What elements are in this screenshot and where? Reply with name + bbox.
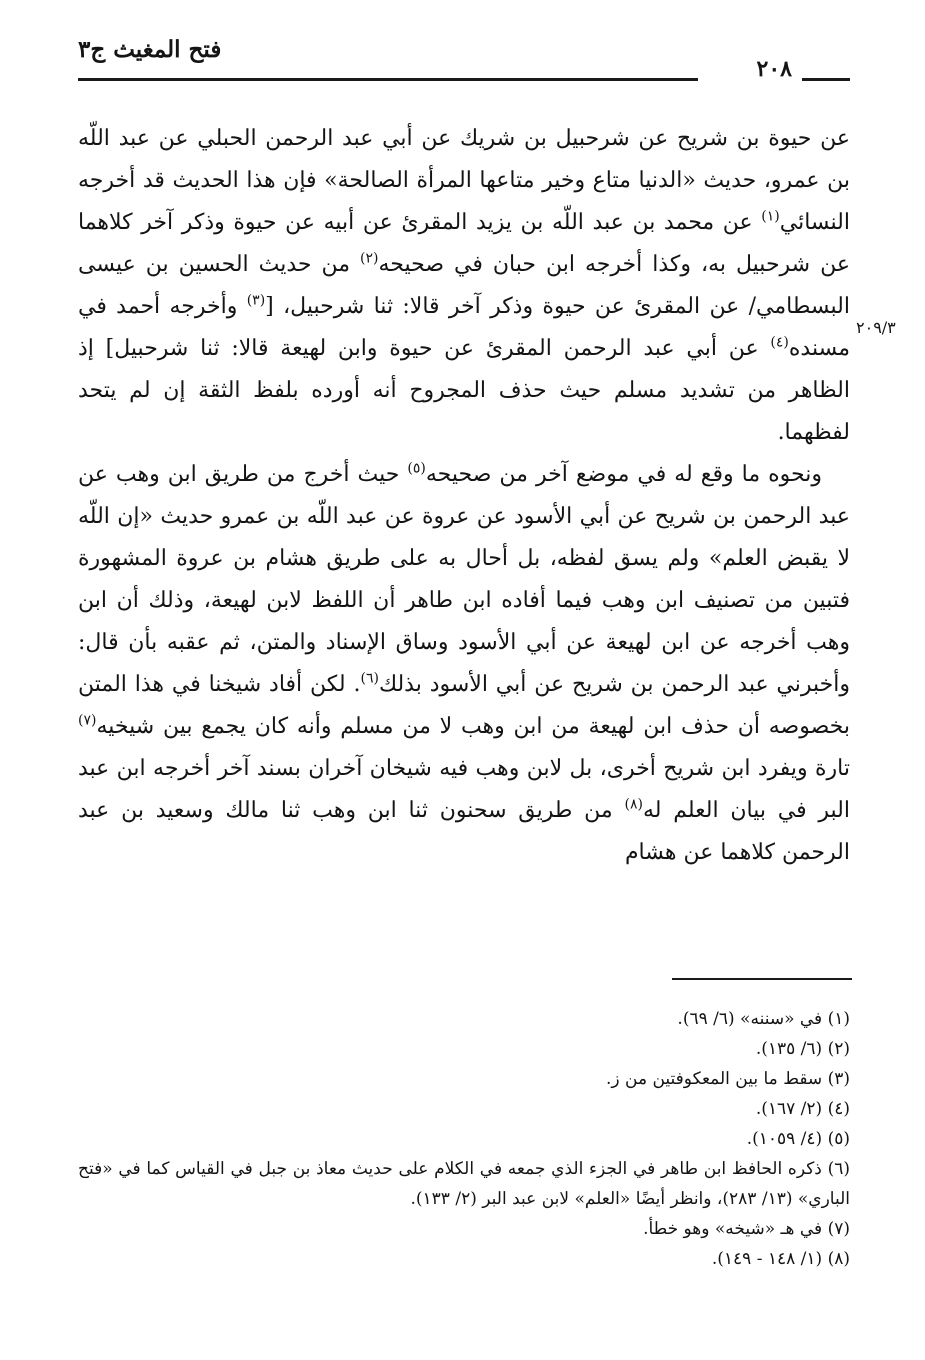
footnote-separator (672, 978, 852, 980)
footnote-7: (٧) في هـ «شيخه» وهو خطأ. (643, 1219, 850, 1239)
footnote-marker-5: (٥) (407, 460, 426, 477)
text-run: وأخرجه أحمد في مسنده (78, 294, 850, 361)
header-rule (78, 78, 698, 81)
paragraph-1 (78, 118, 850, 454)
text-run: تارة ويفرد ابن شريح أخرى، بل لابن وهب فيه شيخان آخران بسند آخر أخرجه ابن عبد البر في بيان العلم له (78, 756, 850, 823)
text-run: عن حيوة بن شريح عن شرحبيل بن شريك عن أبي عبد الرحمن الحبلي عن عبد اللّه بن عمرو، حديث «الدنيا متاع وخير متاعها المرأة الصالحة» فإن هذا الحديث قد أخرجه النسائي (78, 126, 850, 235)
footnote-3: (٣) سقط ما بين المعكوفتين من ز. (606, 1069, 850, 1089)
footnote-2: (٢) (٦/ ١٣٥). (755, 1039, 850, 1059)
page-number: ٢٠٨ (756, 56, 792, 82)
text-run: حيث أخرج من طريق ابن وهب عن عبد الرحمن بن شريح عن أبي الأسود عن عروة عن عبد اللّه بن عمرو حديث «إن اللّه لا يقبض العلم» ولم يسق لفظه، بل أحال به على طريق هشام بن عروة المشهورة فتبين من تصنيف ابن وهب فيما أفاده ابن طاهر أن اللفظ لابن لهيعة، وذلك أن ابن وهب أخرجه عن ابن لهيعة عن أبي الأسود وساق الإسناد والمتن، ثم عقبه بأن قال: وأخبرني عبد الرحمن بن شريح عن أبي الأسود بذلك (78, 462, 851, 697)
text-run: من طريق سحنون ثنا ابن وهب ثنا مالك وسعيد بن عبد الرحمن كلاهما عن هشام (78, 798, 850, 865)
paragraph-2 (78, 454, 850, 874)
text-run: ونحوه ما وقع له في موضع آخر من صحيحه (425, 462, 822, 487)
footnote-5: (٥) (٤/ ١٠٥٩). (746, 1129, 850, 1149)
footnote-marker-4: (٤) (770, 334, 789, 351)
footnote-6: (٦) ذكره الحافظ ابن طاهر في الجزء الذي جمعه في الكلام على حديث معاذ بن جبل في القياس كما في «فتح الباري» (١٣/ ٢٨٣)، وانظر أيضًا «العلم» لابن عبد البر (٢/ ١٣٣). (78, 1159, 850, 1209)
footnote-marker-2: (٢) (360, 250, 379, 267)
footnote-marker-3: (٣) (246, 292, 266, 309)
footnotes (78, 1004, 850, 1274)
footnote-8: (٨) (١/ ١٤٨ - ١٤٩). (711, 1249, 850, 1269)
footnote-marker-7: (٧) (78, 712, 97, 729)
book-title: فتح المغيث ج٣ (78, 36, 222, 63)
margin-reference: ٢٠٩/٣ (856, 318, 896, 337)
footnote-1: (١) في «سننه» (٦/ ٦٩). (677, 1009, 850, 1029)
text-run: عن أبي عبد الرحمن المقرئ عن حيوة وابن لهيعة قالا: ثنا شرحبيل] إذ الظاهر من تشديد مسلم حيث حذف المجروح أنه أورده بلفظ الثقة إن لم يتحد لفظهما. (78, 336, 850, 445)
main-text (78, 118, 850, 874)
footnote-4: (٤) (٢/ ١٦٧). (755, 1099, 850, 1119)
text-run: عن محمد بن عبد اللّه بن يزيد المقرئ عن أبيه عن حيوة وذكر آخر كلاهما عن شرحبيل به، وكذا أخرجه ابن حبان في صحيحه (78, 210, 850, 277)
footnote-marker-8: (٨) (624, 796, 643, 813)
footnote-marker-6: (٦) (360, 670, 379, 687)
text-run: . لكن أفاد شيخنا في هذا المتن بخصوصه أن حذف ابن لهيعة من ابن وهب لا من مسلم وأنه كان يجمع بين شيخيه (78, 672, 850, 739)
header-dash (802, 78, 850, 81)
footnote-marker-1: (١) (761, 208, 780, 225)
page-header (78, 34, 850, 90)
text-run: من حديث الحسين بن عيسى البسطامي/ عن المقرئ عن حيوة وذكر آخر قالا: ثنا شرحبيل، [ (78, 252, 851, 319)
